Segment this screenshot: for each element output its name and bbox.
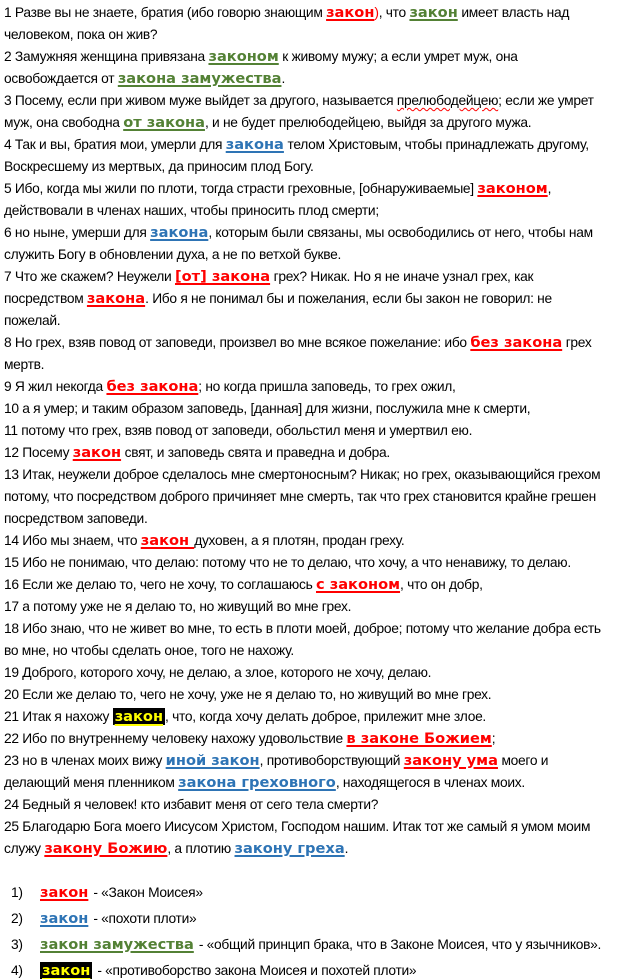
legend-definition: - «Закон Моисея» [93,885,203,900]
law-keyword-green: от закона [123,114,205,131]
law-keyword-green: законом [208,48,279,65]
law-keyword-green: закон [409,4,458,21]
legend-item-3 [4,936,609,953]
law-keyword-blue: иной закон [165,752,260,769]
verse-4: 4 Так и вы, братия мои, умерли для закона телом Христовым, чтобы принадлежать другому, Воскресшему из мертвых, да приносим плод Богу. [4,136,589,174]
legend-number: 4) [11,963,23,978]
verse-6: 6 но ныне, умерши для закона, которым были связаны, мы освободились от него, чтобы нам служить Богу в обновлении духа, а не по ветхой букве. [4,224,593,262]
law-keyword-green: закон замужества [40,936,194,953]
verse-17: 17 а потому уже не я делаю то, но живущий во мне грех. [4,599,352,614]
legend-number: 1) [11,885,23,900]
legend-definition: - «противоборство закона Моисея и похотей плоти» [97,963,417,978]
verse-12: 12 Посему закон свят, и заповедь свята и праведна и добра. [4,444,390,461]
misspelled-word: прелюбодейцею [396,93,499,108]
verse-20: 20 Если же делаю то, чего не хочу, уже не я делаю то, но живущий во мне грех. [4,687,492,702]
law-keyword-blue: закона [225,136,284,153]
verse-25: 25 Благодарю Бога моего Иисусом Христом, Господом нашим. Итак тот же самый я умом моим служу закону Божию, а плотию закону греха. [4,819,591,857]
verse-23: 23 но в членах моих вижу иной закон, противоборствующий закону ума моего и делающий меня пленником закона греховного, находящегося в членах моих. [4,752,549,791]
legend-item-4 [4,962,609,979]
law-keyword-red: в законе Божием [346,730,492,747]
legend-list [4,884,609,979]
law-keyword-red: закона [86,290,146,307]
law-keyword-red: закон [72,444,122,461]
verse-18: 18 Ибо знаю, что не живет во мне, то есть в плоти моей, доброе; потому что желание добра есть во мне, но чтобы сделать оное, того не нахожу. [4,621,601,658]
law-keyword-red: без закона [106,378,199,395]
law-keyword-blue: закона греховного [178,774,336,791]
verse-1: 1 Разве вы не знаете, братия (ибо говорю знающим закон), что закон имеет власть над человеком, пока он жив? [4,4,570,42]
law-keyword-green: закона замужества [117,70,282,87]
legend-definition: - «общий принцип брака, что в Законе Моисея, что у язычников». [198,937,602,952]
law-keyword-red: закон [140,532,195,549]
verse-22: 22 Ибо по внутреннему человеку нахожу удовольствие в законе Божием; [4,730,496,747]
law-keyword-red: закону ума [403,752,498,769]
verse-2: 2 Замужняя женщина привязана законом к живому мужу; а если умрет муж, она освобождается от закона замужества. [4,48,518,87]
law-keyword-by: закон [42,962,91,979]
verse-8: 8 Но грех, взяв повод от заповеди, произвел во мне всякое пожелание: ибо без закона грех мертв. [4,334,592,372]
verse-15: 15 Ибо не понимаю, что делаю: потому что не то делаю, что хочу, а что ненавижу, то делаю. [4,555,571,570]
verse-14: 14 Ибо мы знаем, что закон духовен, а я плотян, продан греху. [4,532,405,549]
law-keyword-blue: закона [150,224,209,241]
law-keyword-red: закон [40,884,89,901]
verse-3: 3 Посему, если при живом муже выйдет за другого, называется прелюбодейцею; если же умрет муж, она свободна от закона, и не будет прелюбодейцею, выйдя за другого мужа. [4,93,594,131]
law-keyword-blue: закон [40,910,89,927]
law-keyword-red: закон [326,4,375,21]
verse-10: 10 а я умер; и таким образом заповедь, [данная] для жизни, послужила мне к смерти, [4,401,531,416]
verse-11: 11 потому что грех, взяв повод от заповеди, обольстил меня и умертвил ею. [4,423,473,438]
legend-number: 3) [11,937,23,952]
verse-16: 16 Если же делаю то, чего не хочу, то соглашаюсь с законом, что он добр, [4,576,483,593]
verse-13: 13 Итак, неужели доброе сделалось мне смертоносным? Никак; но грех, оказывающийся грехом потому, что посредством доброго причиняет мне смерть, так что грех становится крайне грешен посредством заповеди. [4,467,601,526]
law-keyword-red: с законом [316,576,401,593]
verse-9: 9 Я жил некогда без закона; но когда пришла заповедь, то грех ожил, [4,378,456,395]
law-keyword-red: законом [477,180,548,197]
law-keyword-red: [от] закона [174,268,271,285]
legend-definition: - «похоти плоти» [93,911,197,926]
law-keyword-red: без закона [470,334,563,351]
law-keyword-red: закону Божию [44,840,168,857]
law-keyword-by: закон [114,708,164,725]
verse-21: 21 Итак я нахожу закон , что, когда хочу делать доброе, прилежит мне злое. [4,708,486,725]
verse-24: 24 Бедный я человек! кто избавит меня от сего тела смерти? [4,797,379,812]
legend-item-1 [4,884,609,901]
verse-7: 7 Что же скажем? Неужели [от] закона грех? Никак. Но я не иначе узнал грех, как посредством закона. Ибо я не понимал бы и пожелания, если бы закон не говорил: не пожелай. [4,268,552,328]
scripture-text [4,2,609,860]
verse-5: 5 Ибо, когда мы жили по плоти, тогда страсти греховные, [обнаруживаемые] законом, действовали в членах наших, чтобы приносить плод смерти; [4,180,552,218]
legend-number: 2) [11,911,23,926]
verse-19: 19 Доброго, которого хочу, не делаю, а злое, которого не хочу, делаю. [4,665,432,680]
law-keyword-blue: закону греха [234,840,345,857]
legend-item-2 [4,910,609,927]
red-parenthesis: ) [374,5,379,20]
